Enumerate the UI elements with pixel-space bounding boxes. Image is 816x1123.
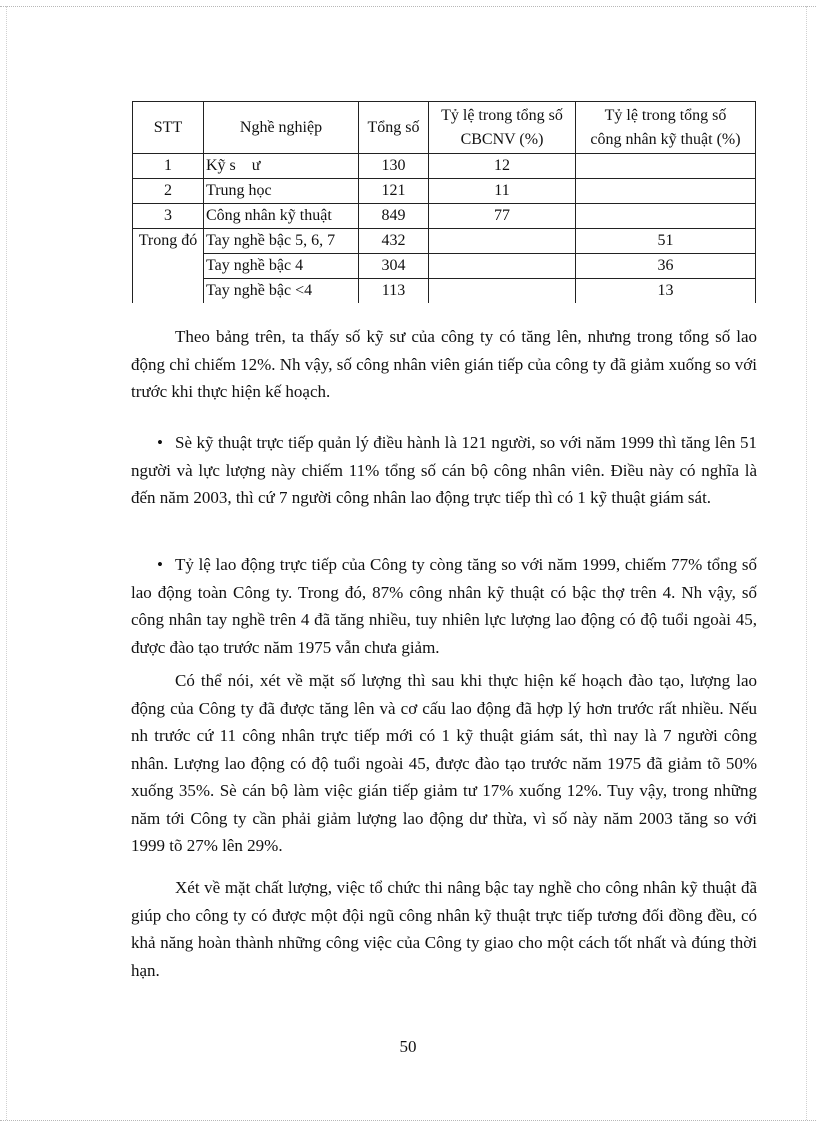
bullet-text: Tỷ lệ lao động trực tiếp của Công ty còng tăng so với năm 1999, chiếm 77% tổng số lao động toàn Công ty. Trong đó, 87% công nhân kỹ thuật có bậc thợ trên 4. Nh vậy, số công nhân tay nghề trên 4 đã tăng nhiều, tuy nhiên lực lượng lao động có độ tuổi ngoài 45, được đào tạo trước năm 1975 vẫn chưa giảm. — [131, 555, 757, 657]
page-border-left — [6, 6, 7, 1120]
cell-ratio-staff — [429, 254, 576, 279]
bullet-paragraph-direct-labor — [131, 551, 757, 661]
page-border-right — [806, 6, 807, 1120]
header-ratio-workers-line2: công nhân kỹ thuật (%) — [590, 130, 741, 148]
bullet-icon: • — [157, 433, 163, 452]
cell-occupation: Trung học — [204, 179, 359, 204]
cell-ratio-workers: 36 — [576, 254, 756, 279]
cell-ratio-workers — [576, 154, 756, 179]
cell-ratio-staff: 77 — [429, 204, 576, 229]
cell-total: 304 — [359, 254, 429, 279]
paragraph-summary: Theo bảng trên, ta thấy số kỹ sư của công ty có tăng lên, nhưng trong tổng số lao động chỉ chiếm 12%. Nh vậy, số công nhân viên gián tiếp của công ty đã giảm xuống so với trước khi thực hiện kế hoạch. — [131, 327, 757, 401]
cell-ratio-workers — [576, 204, 756, 229]
header-total: Tổng số — [359, 102, 429, 154]
header-occupation: Nghề nghiệp — [204, 102, 359, 154]
table-row — [133, 154, 756, 179]
table-row — [133, 229, 756, 254]
paragraph-quantity: Có thể nói, xét về mặt số lượng thì sau khi thực hiện kế hoạch đào tạo, lượng lao động của Công ty đã được tăng lên và cơ cấu lao động đã hợp lý hơn trước rất nhiều. Nếu nh trước cứ 11 công nhân trực tiếp mới có 1 kỹ thuật giám sát, thì nay là 7 người công nhân. Lượng lao động có độ tuổi ngoài 45, được đào tạo trước năm 1975 đã giảm tõ 50% xuống 35%. Sè cán bộ làm việc gián tiếp giảm tư 17% xuống 12%. Tuy vậy, trong những năm tới Công ty cần phải giảm lượng lao động dư thừa, vì số này năm 2003 tăng so với 1999 tõ 27% lên 29%. — [131, 671, 757, 855]
bullet-icon: • — [157, 555, 163, 574]
page-number: 50 — [399, 1037, 417, 1056]
cell-ratio-staff: 12 — [429, 154, 576, 179]
cell-total: 432 — [359, 229, 429, 254]
header-stt: STT — [133, 102, 204, 154]
cell-occupation: Công nhân kỹ thuật — [204, 204, 359, 229]
cell-total: 121 — [359, 179, 429, 204]
workforce-table — [132, 101, 756, 303]
cell-ratio-workers: 51 — [576, 229, 756, 254]
page-border-top — [0, 6, 816, 7]
table-header-row — [133, 102, 756, 154]
paragraph-quality: Xét về mặt chất lượng, việc tổ chức thi nâng bậc tay nghề cho công nhân kỹ thuật đã giúp cho công ty có được một đội ngũ công nhân kỹ thuật trực tiếp tương đối đồng đều, có khả năng hoàn thành những công việc của Công ty giao cho một cách tốt nhất và đúng thời hạn. — [131, 878, 757, 980]
cell-stt: 1 — [133, 154, 204, 179]
cell-stt — [133, 279, 204, 304]
cell-ratio-staff — [429, 229, 576, 254]
header-ratio-staff — [429, 102, 576, 154]
cell-occupation: Kỹ s ư — [204, 154, 359, 179]
page-border-bottom — [0, 1120, 816, 1121]
cell-stt — [133, 254, 204, 279]
cell-stt: Trong đó — [133, 229, 204, 254]
cell-total: 849 — [359, 204, 429, 229]
cell-occupation: Tay nghề bậc 4 — [204, 254, 359, 279]
table-row — [133, 254, 756, 279]
table-row — [133, 279, 756, 304]
table-row — [133, 204, 756, 229]
header-ratio-workers — [576, 102, 756, 154]
cell-stt: 3 — [133, 204, 204, 229]
bullet-text: Sè kỹ thuật trực tiếp quản lý điều hành là 121 người, so với năm 1999 thì tăng lên 51 người và lực lượng này chiếm 11% tổng số cán bộ công nhân viên. Điều này có nghĩa là đến năm 2003, thì cứ 7 người công nhân lao động trực tiếp thì có 1 kỹ thuật giám sát. — [131, 433, 757, 507]
cell-total: 130 — [359, 154, 429, 179]
header-ratio-staff-line2: CBCNV (%) — [460, 130, 544, 148]
cell-ratio-staff: 11 — [429, 179, 576, 204]
cell-total: 113 — [359, 279, 429, 304]
cell-stt: 2 — [133, 179, 204, 204]
cell-ratio-staff — [429, 279, 576, 304]
cell-ratio-workers: 13 — [576, 279, 756, 304]
header-ratio-staff-line1: Tỷ lệ trong tổng số — [441, 106, 563, 124]
cell-occupation: Tay nghề bậc 5, 6, 7 — [204, 229, 359, 254]
cell-ratio-workers — [576, 179, 756, 204]
cell-occupation: Tay nghề bậc <4 — [204, 279, 359, 304]
bullet-paragraph-technicians — [131, 429, 757, 512]
table-row — [133, 179, 756, 204]
header-ratio-workers-line1: Tỷ lệ trong tổng số — [604, 106, 727, 124]
